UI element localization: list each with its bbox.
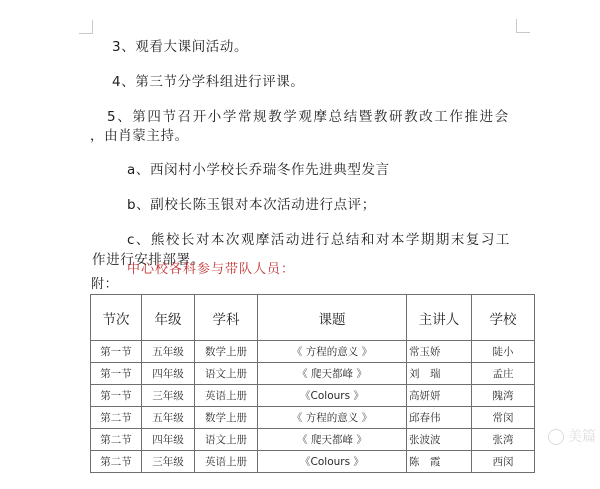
- cell-subject: 数学上册: [195, 407, 258, 429]
- cell-grade: 五年级: [142, 407, 195, 429]
- page-corner-mark-right: [516, 19, 530, 33]
- item-b-text: b、副校长陈玉银对本次活动进行点评；: [127, 197, 376, 213]
- cell-topic: 《 方程的意义 》: [258, 407, 407, 429]
- cell-subject: 语文上册: [195, 363, 258, 385]
- item-4-text: 4、第三节分学科组进行评课。: [112, 74, 305, 90]
- item-3-text: 3、观看大课间活动。: [112, 39, 249, 55]
- cell-topic: 《Colours 》: [258, 451, 407, 473]
- header-grade: 年级: [142, 295, 195, 341]
- table-row: [91, 451, 535, 473]
- item-c-continuation: 作进行安排部署。: [92, 252, 205, 268]
- header-topic: 课题: [258, 295, 407, 341]
- header-speaker: 主讲人: [407, 295, 472, 341]
- cell-school: 常闵: [472, 407, 535, 429]
- cell-topic: 《 爬天都峰 》: [258, 429, 407, 451]
- page-corner-mark-left: [79, 20, 93, 34]
- cell-speaker: 张波波: [407, 429, 472, 451]
- table-row: [91, 341, 535, 363]
- cell-school: 孟庄: [472, 363, 535, 385]
- item-a-text: a、西闵村小学校长乔瑞冬作先进典型发言: [127, 162, 390, 178]
- cell-topic: 《 方程的意义 》: [258, 341, 407, 363]
- item-c-text: c、熊校长对本次观摩活动进行总结和对本学期期末复习工: [127, 232, 511, 248]
- cell-speaker: 陈 霞: [407, 451, 472, 473]
- cell-period: 第二节: [91, 451, 142, 473]
- item-5-continuation: ，由肖蒙主持。: [90, 128, 189, 144]
- cell-school: 隗湾: [472, 385, 535, 407]
- table-header-row: [91, 295, 535, 341]
- item-5-text: 5、第四节召开小学常规教学观摩总结暨教研教改工作推进会: [107, 109, 510, 125]
- schedule-table: [90, 294, 535, 473]
- cell-speaker: 刘 瑞: [407, 363, 472, 385]
- cell-school: 陡小: [472, 341, 535, 363]
- cell-grade: 五年级: [142, 341, 195, 363]
- table-row: [91, 407, 535, 429]
- cell-school: 西闵: [472, 451, 535, 473]
- cell-period: 第一节: [91, 341, 142, 363]
- cell-subject: 英语上册: [195, 385, 258, 407]
- meipian-logo-icon: [548, 429, 564, 445]
- watermark-text: 美篇: [568, 429, 596, 445]
- header-school: 学校: [472, 295, 535, 341]
- cell-period: 第一节: [91, 385, 142, 407]
- appendix-label: 附：: [91, 277, 119, 292]
- cell-subject: 英语上册: [195, 451, 258, 473]
- cell-period: 第二节: [91, 429, 142, 451]
- cell-speaker: 邱春伟: [407, 407, 472, 429]
- table-row: [91, 385, 535, 407]
- header-subject: 学科: [195, 295, 258, 341]
- cell-topic: 《 爬天都峰 》: [258, 363, 407, 385]
- cell-topic: 《Colours 》: [258, 385, 407, 407]
- red-heading: 中心校各科参与带队人员：: [127, 262, 296, 277]
- cell-speaker: 常玉娇: [407, 341, 472, 363]
- table-row: [91, 363, 535, 385]
- cell-grade: 三年级: [142, 385, 195, 407]
- watermark: [548, 426, 596, 446]
- cell-school: 张湾: [472, 429, 535, 451]
- cell-grade: 四年级: [142, 429, 195, 451]
- cell-grade: 三年级: [142, 451, 195, 473]
- cell-period: 第二节: [91, 407, 142, 429]
- cell-subject: 语文上册: [195, 429, 258, 451]
- table-row: [91, 429, 535, 451]
- cell-period: 第一节: [91, 363, 142, 385]
- header-period: 节次: [91, 295, 142, 341]
- cell-grade: 四年级: [142, 363, 195, 385]
- cell-speaker: 高妍妍: [407, 385, 472, 407]
- cell-subject: 数学上册: [195, 341, 258, 363]
